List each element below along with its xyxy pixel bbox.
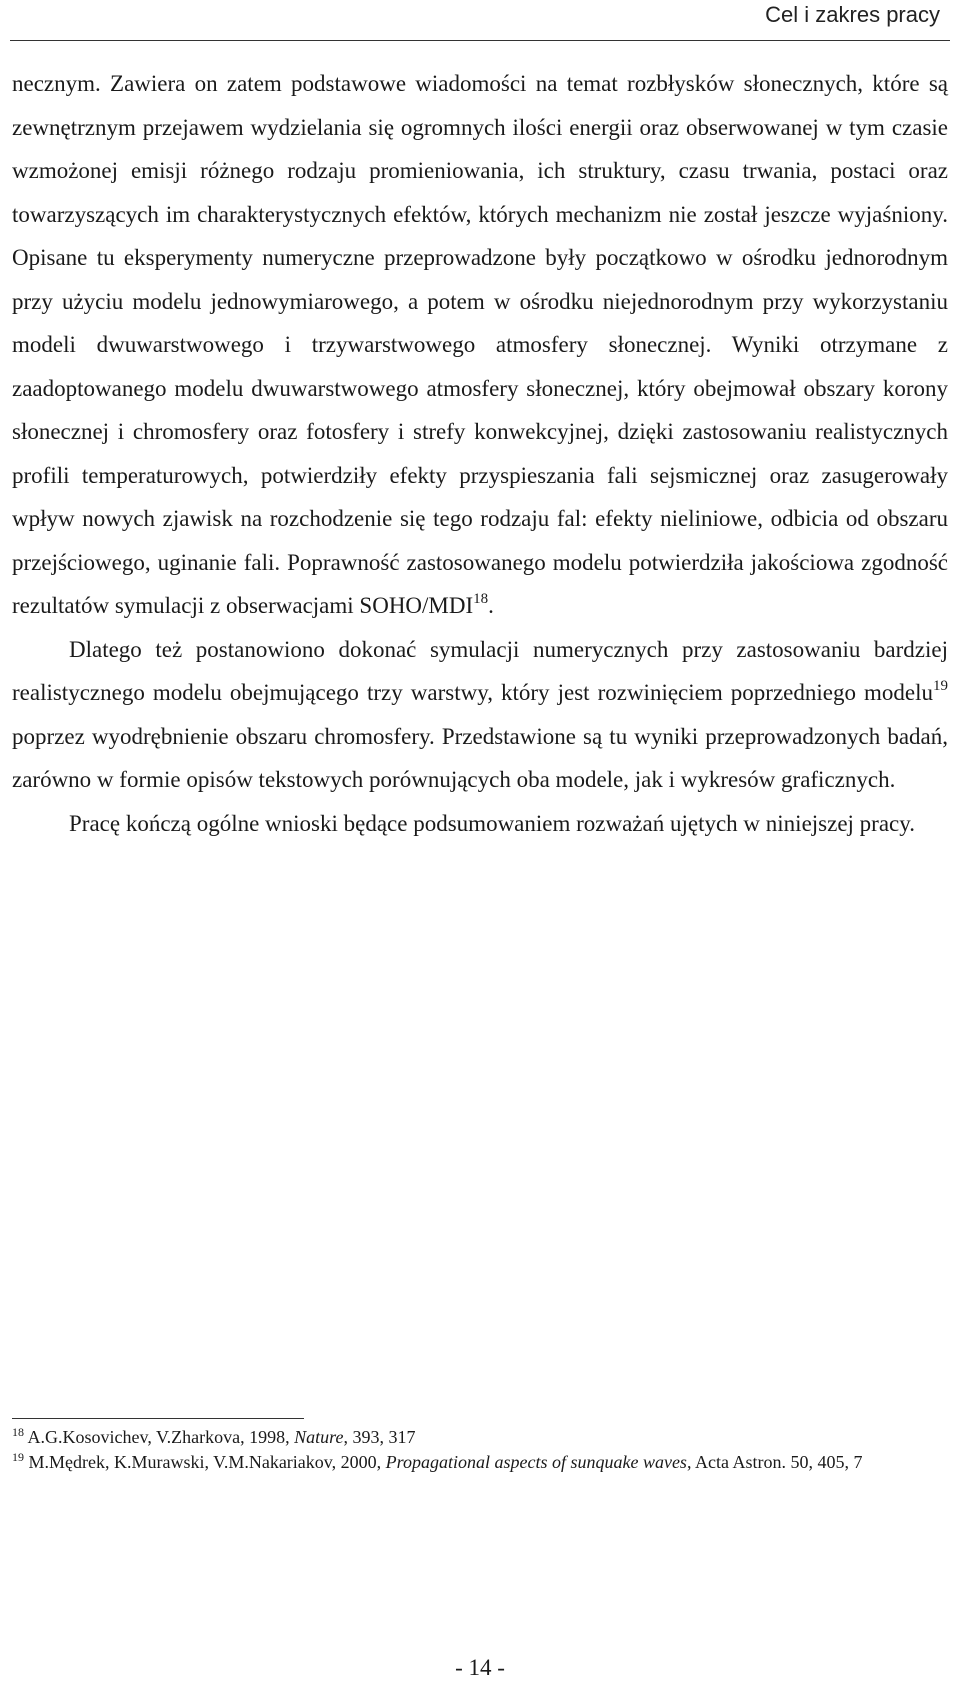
main-text [12, 62, 948, 845]
footnote-number: 19 [12, 1450, 24, 1464]
footnote-text: A.G.Kosovichev, V.Zharkova, 1998, [27, 1427, 295, 1447]
footnotes [12, 1425, 936, 1475]
footnote-ref-19: 19 [933, 678, 948, 694]
paragraph-2 [12, 628, 948, 802]
paragraph-3 [12, 802, 948, 846]
footnote-18 [12, 1425, 936, 1450]
footnote-separator [12, 1418, 304, 1419]
paragraph-1-end: . [488, 593, 494, 618]
footnote-title: Propagational aspects of sunquake waves [385, 1452, 687, 1472]
footnote-19 [12, 1450, 936, 1475]
paragraph-2-end: poprzez wyodrębnienie obszaru chromosfery. Przedstawione są tu wyniki przeprowadzonych badań, zarówno w formie opisów tekstowych porównujących oba modele, jak i wykresów graficznych. [12, 723, 948, 792]
footnote-text: M.Mędrek, K.Murawski, V.M.Nakariakov, 2000, [28, 1452, 386, 1472]
footnote-number: 18 [12, 1425, 24, 1439]
running-header-title: Cel i zakres pracy [765, 2, 940, 27]
page-header [10, 0, 950, 41]
paragraph-1 [12, 62, 948, 628]
footnote-text-end: , Acta Astron. 50, 405, 7 [686, 1452, 863, 1472]
paragraph-3-text: Pracę kończą ogólne wnioski będące podsumowaniem rozważań ujętych w niniejszej pracy. [69, 810, 916, 836]
paragraph-1-text: necznym. Zawiera on zatem podstawowe wiadomości na temat rozbłysków słonecznych, które są zewnętrznym przejawem wydzielania się ogromnych ilości energii oraz obserwowanej w tym czasie wzmożonej emisji różnego rodzaju promieniowania, ich struktury, czasu trwania, postaci oraz towarzyszących im charakterystycznych efektów, których mechanizm nie został jeszcze wyjaśniony. Opisane tu eksperymenty numeryczne przeprowadzone były początkowo w ośrodku jednorodnym przy użyciu modelu jednowymiarowego, a potem w ośrodku niejednorodnym przy wykorzystaniu modeli dwuwarstwowego i trzywarstwowego atmosfery słonecznej. Wyniki otrzymane z zaadoptowanego modelu dwuwarstwowego atmosfery słonecznej, który obejmował obszary korony słonecznej i chromosfery oraz fotosfery i strefy konwekcyjnej, dzięki zastosowaniu realistycznych profili temperaturowych, potwierdziły efekty przyspieszania fali sejsmicznej oraz zasugerowały wpływ nowych zjawisk na rozchodzenie się tego rodzaju fal: efekty nieliniowe, odbicia od obszaru przejściowego, uginanie fali. Poprawność zastosowanego modelu potwierdziła jakościowa zgodność rezultatów symulacji z obserwacjami SOHO/MDI [12, 71, 948, 618]
footnote-journal: Nature [294, 1427, 344, 1447]
footnote-ref-18: 18 [473, 591, 489, 607]
paragraph-2-text: Dlatego też postanowiono dokonać symulacji numerycznych przy zastosowaniu bardziej realistycznego modelu obejmującego trzy warstwy, który jest rozwinięciem poprzedniego modelu [12, 636, 948, 705]
page-number: - 14 - [455, 1655, 505, 1680]
footnote-text-end: , 393, 317 [343, 1427, 416, 1447]
